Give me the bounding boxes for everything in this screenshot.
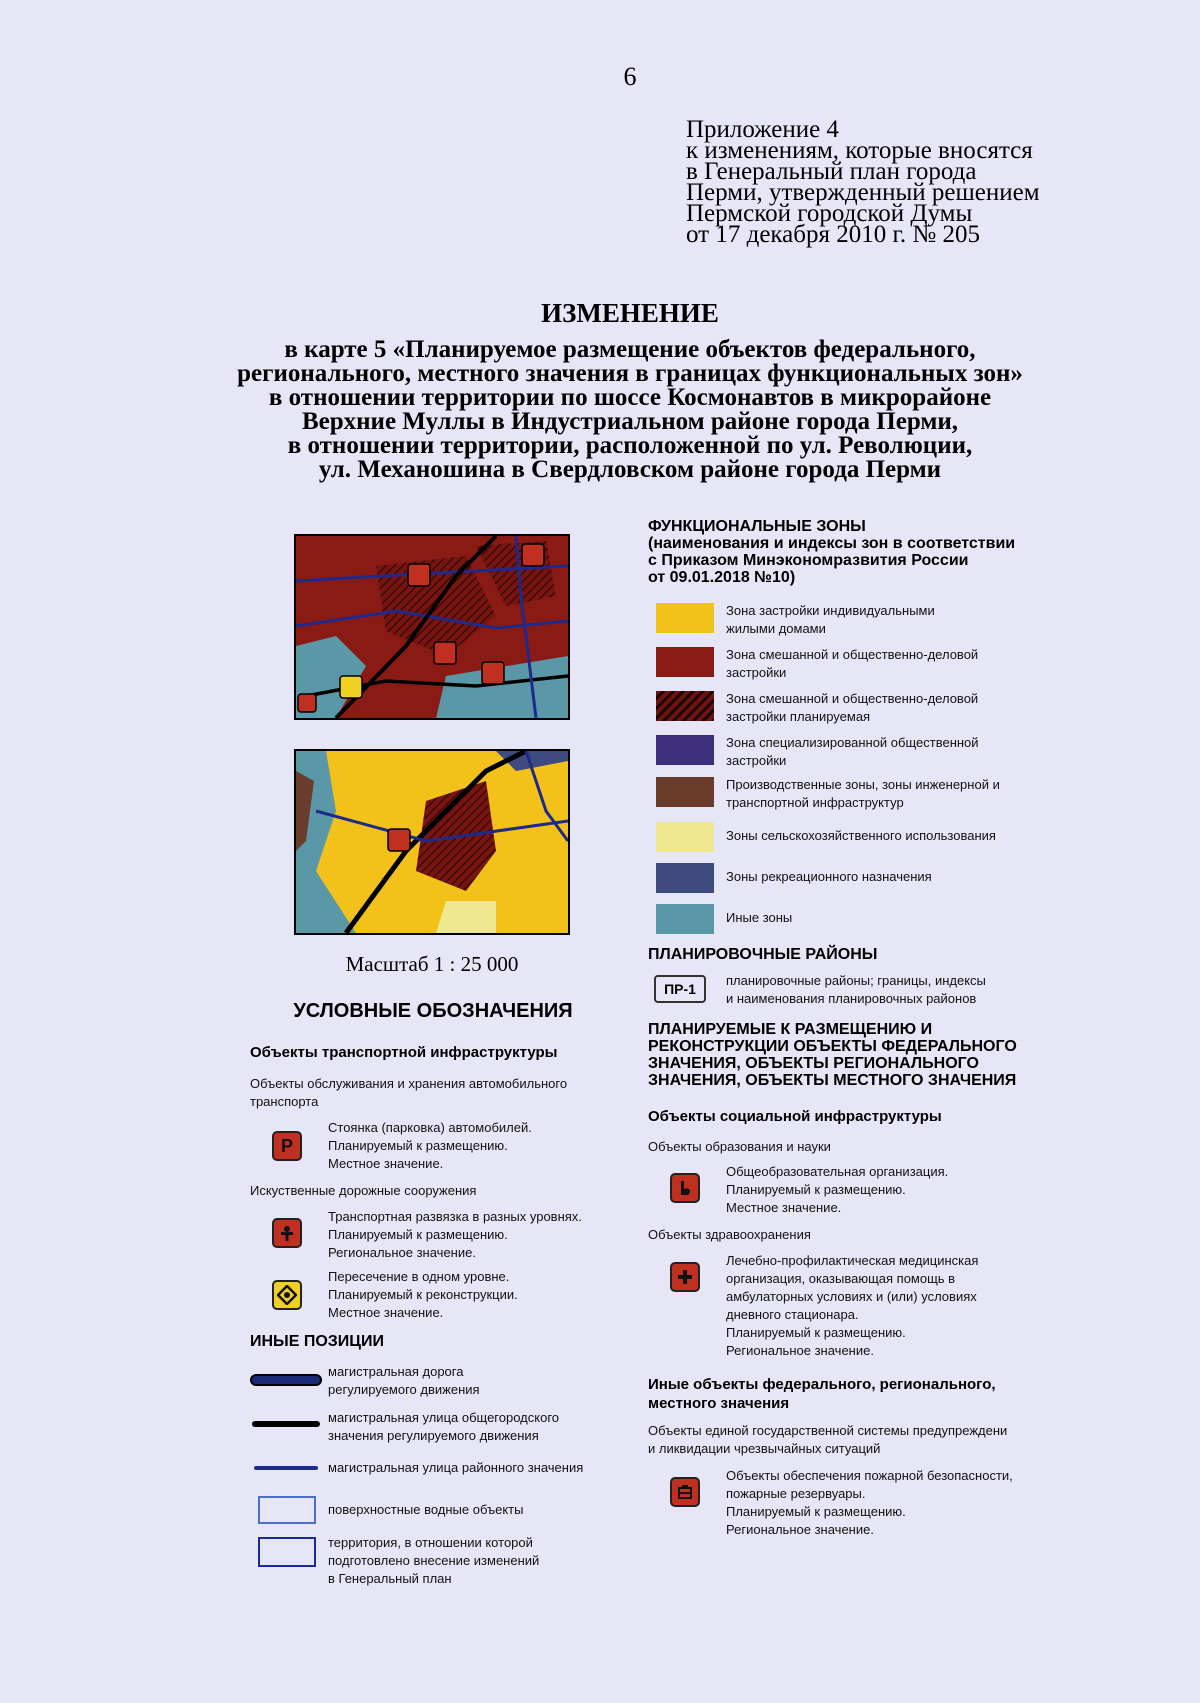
road-structures-header: Искуственные дорожные сооружения (250, 1183, 477, 1198)
other-item-line: территория, в отношении которой (328, 1535, 533, 1550)
service-header (250, 1075, 567, 1111)
zone-label-line: застройки (726, 753, 787, 768)
planning-districts-text (726, 972, 986, 1008)
zone-label-line: Зона специализированной общественной (726, 735, 979, 750)
planned-header-line: РЕКОНСТРУКЦИИ ОБЪЕКТЫ ФЕДЕРАЛЬНОГО (648, 1038, 1017, 1055)
other-objects-header (648, 1375, 996, 1413)
education-header: Объекты образования и науки (648, 1139, 831, 1154)
subtitle-line: Верхние Муллы в Индустриальном районе города Перми, (301, 408, 959, 435)
zone-label (726, 827, 996, 845)
zone-label-line: Зоны рекреационного назначения (726, 869, 932, 884)
subtitle-line: регионального, местного значения в границах функциональных зон» (237, 360, 1023, 387)
main-road-symbol (250, 1374, 322, 1386)
other-objects-header-line: Иные объекты федерального, регионального, (648, 1376, 996, 1393)
fire-safety-text (726, 1467, 1013, 1539)
agricultural-zone-area (436, 901, 496, 933)
appendix-block (686, 116, 1040, 248)
appendix-line: от 17 декабря 2010 г. № 205 (686, 221, 981, 248)
clinic-line: дневного стационара. (726, 1307, 859, 1322)
planning-line: и наименования планировочных районов (726, 991, 977, 1006)
zone-swatch (656, 603, 714, 633)
district-street-symbol (254, 1466, 318, 1470)
zone-label-line: застройки (726, 665, 787, 680)
parking-line: Местное значение. (328, 1156, 444, 1171)
medical-cross-icon (482, 662, 504, 684)
medical-cross-icon (670, 1262, 700, 1292)
interchange-icon (408, 564, 430, 586)
planned-header-line: ЗНАЧЕНИЯ, ОБЪЕКТЫ МЕСТНОГО ЗНАЧЕНИЯ (648, 1072, 1017, 1089)
fire-line: Региональное значение. (726, 1522, 874, 1537)
healthcare-header: Объекты здравоохранения (648, 1227, 811, 1242)
city-street-symbol (252, 1421, 320, 1427)
zones-header-line: (наименования и индексы зон в соответствии (648, 535, 1016, 552)
service-header-line: Объекты обслуживания и хранения автомобильного (250, 1076, 568, 1091)
zones-header-line: с Приказом Минэкономразвития России (648, 552, 969, 569)
school-line: Местное значение. (726, 1200, 842, 1215)
zone-swatch-hatched (656, 691, 714, 721)
zone-swatch (656, 904, 714, 934)
zone-swatch (656, 735, 714, 765)
crossing-text (328, 1268, 518, 1322)
interchange-line: Планируемый к размещению. (328, 1227, 508, 1242)
other-item-line: магистральная улица общегородского (328, 1410, 560, 1425)
crossing-line: Местное значение. (328, 1305, 444, 1320)
crossing-icon (272, 1280, 302, 1310)
fire-line: Объекты обеспечения пожарной безопасности, (726, 1468, 1013, 1483)
fire-line: пожарные резервуары. (726, 1486, 866, 1501)
water-bodies-text: поверхностные водные объекты (328, 1502, 524, 1517)
parking-icon (272, 1131, 302, 1161)
subtitle-line: в отношении территории, расположенной по ул. Революции, (287, 432, 973, 459)
clinic-line: Лечебно-профилактическая медицинская (726, 1253, 979, 1268)
legend-title: УСЛОВНЫЕ ОБОЗНАЧЕНИЯ (293, 1000, 573, 1022)
interchange-line: Транспортная развязка в разных уровнях. (328, 1209, 582, 1224)
crossing-line: Пересечение в одном уровне. (328, 1269, 510, 1284)
social-infrastructure-header: Объекты социальной инфраструктуры (648, 1108, 942, 1125)
map-top-graphic (296, 536, 568, 718)
change-area-text (328, 1534, 539, 1588)
zone-label (726, 602, 935, 638)
other-positions-header: ИНЫЕ ПОЗИЦИИ (250, 1333, 384, 1350)
zone-label-line: транспортной инфраструктур (726, 795, 904, 810)
zone-label-line: застройки планируемая (726, 709, 871, 724)
planned-header-line: ПЛАНИРУЕМЫЕ К РАЗМЕЩЕНИЮ И (648, 1021, 933, 1038)
clinic-text (726, 1252, 978, 1360)
school-line: Общеобразовательная организация. (726, 1164, 949, 1179)
subtitle-line: ул. Механошина в Свердловском районе города Перми (318, 456, 942, 483)
document-subtitle (40, 338, 1200, 482)
appendix-line: Перми, утвержденный решением (686, 179, 1040, 206)
parking-line: Стоянка (парковка) автомобилей. (328, 1120, 532, 1135)
planning-district-badge: ПР-1 (654, 975, 706, 1003)
subtitle-line: в карте 5 «Планируемое размещение объектов федерального, (284, 336, 976, 363)
change-area-symbol (258, 1537, 316, 1567)
map-fragment-bottom (294, 749, 570, 935)
other-item-line: значения регулируемого движения (328, 1428, 539, 1443)
clinic-line: Региональное значение. (726, 1343, 874, 1358)
crossing-line: Планируемый к реконструкции. (328, 1287, 518, 1302)
zone-label-line: Зона смешанной и общественно-деловой (726, 691, 979, 706)
zones-header-line: ФУНКЦИОНАЛЬНЫЕ ЗОНЫ (648, 518, 866, 535)
zone-label (726, 776, 1000, 812)
school-icon (670, 1173, 700, 1203)
zone-label-line: Зоны сельскохозяйственного использования (726, 828, 996, 843)
page-number: 6 (623, 62, 637, 91)
planned-header-line: ЗНАЧЕНИЯ, ОБЪЕКТЫ РЕГИОНАЛЬНОГО (648, 1055, 979, 1072)
fire-line: Планируемый к размещению. (726, 1504, 906, 1519)
school-text (726, 1163, 948, 1217)
zones-header (648, 518, 1015, 586)
interchange-line: Региональное значение. (328, 1245, 476, 1260)
zone-swatch (656, 863, 714, 893)
zone-label-line: Зона смешанной и общественно-деловой (726, 647, 979, 662)
clinic-line: Планируемый к размещению. (726, 1325, 906, 1340)
map-fragment-top (294, 534, 570, 720)
school-line: Планируемый к размещению. (726, 1182, 906, 1197)
subtitle-line: в отношении территории по шоссе Космонавтов в микрорайоне (268, 384, 992, 411)
emergency-header-line: Объекты единой государственной системы предупреждени (648, 1423, 1008, 1438)
clinic-line: организация, оказывающая помощь в (726, 1271, 956, 1286)
map-scale: Масштаб 1 : 25 000 (345, 952, 519, 976)
appendix-line: в Генеральный план города (686, 158, 977, 185)
planned-objects-header (648, 1021, 1017, 1089)
zone-swatch (656, 647, 714, 677)
zone-label-line: Производственные зоны, зоны инженерной и (726, 777, 1000, 792)
zone-swatch (656, 777, 714, 807)
zone-label (726, 646, 978, 682)
interchange-text (328, 1208, 582, 1262)
zone-label-line: Зона застройки индивидуальными (726, 603, 935, 618)
zone-label-line: Иные зоны (726, 910, 793, 925)
appendix-line: Пермской городской Думы (686, 200, 973, 227)
clinic-line: амбулаторных условиях и (или) условиях (726, 1289, 977, 1304)
zone-label (726, 909, 792, 927)
parking-glyph: P (280, 1135, 293, 1156)
parking-line: Планируемый к размещению. (328, 1138, 508, 1153)
map-bottom-graphic (296, 751, 568, 933)
document-title: ИЗМЕНЕНИЕ (541, 298, 719, 328)
zone-swatch (656, 822, 714, 852)
city-street-text (328, 1409, 559, 1445)
zone-label (726, 690, 978, 726)
appendix-line: к изменениям, которые вносятся (686, 137, 1033, 164)
other-item-line: магистральная дорога (328, 1364, 464, 1379)
service-header-line: транспорта (250, 1094, 319, 1109)
interchange-icon (272, 1218, 302, 1248)
appendix-line: Приложение 4 (686, 116, 839, 143)
other-item-line: регулируемого движения (328, 1382, 480, 1397)
parking-text (328, 1119, 532, 1173)
zone-label-line: жилыми домами (726, 621, 826, 636)
zone-label (726, 868, 932, 886)
planning-line: планировочные районы; границы, индексы (726, 973, 986, 988)
emergency-header (648, 1422, 1007, 1458)
water-bodies-symbol (258, 1496, 316, 1524)
zone-label (726, 734, 979, 770)
fire-safety-icon (670, 1477, 700, 1507)
parking-icon (298, 694, 316, 712)
crossing-icon (340, 676, 362, 698)
other-item-line: в Генеральный план (328, 1571, 452, 1586)
planning-districts-header: ПЛАНИРОВОЧНЫЕ РАЙОНЫ (648, 946, 878, 963)
transport-header: Объекты транспортной инфраструктуры (250, 1044, 558, 1061)
fire-safety-icon (388, 829, 410, 851)
zones-header-line: от 09.01.2018 №10) (648, 569, 796, 586)
other-item-line: подготовлено внесение изменений (328, 1553, 540, 1568)
school-icon (522, 544, 544, 566)
other-objects-header-line: местного значения (648, 1395, 790, 1412)
district-street-text: магистральная улица районного значения (328, 1460, 584, 1475)
main-road-text (328, 1363, 480, 1399)
medical-cross-icon (434, 642, 456, 664)
emergency-header-line: и ликвидации чрезвычайных ситуаций (648, 1441, 881, 1456)
